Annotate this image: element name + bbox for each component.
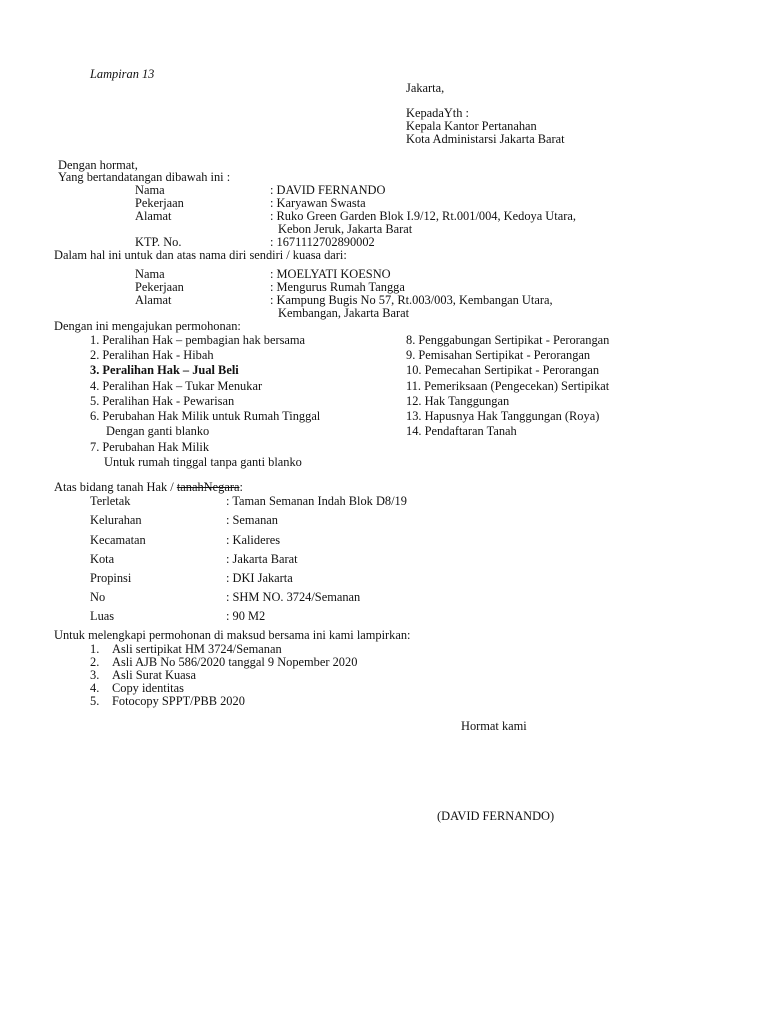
applicant-ktp-value: : 1671112702890002 bbox=[270, 235, 375, 249]
intro-text: Yang bertandatangan dibawah ini : bbox=[58, 170, 231, 184]
principal-address-value-2: Kembangan, Jakarta Barat bbox=[278, 306, 410, 320]
attachment-item: Asli Surat Kuasa bbox=[112, 668, 196, 682]
land-label-province: Propinsi bbox=[90, 571, 132, 585]
attachment-num: 5. bbox=[90, 694, 100, 708]
land-value-area: : 90 M2 bbox=[226, 609, 266, 623]
attachment-item: Asli sertipikat HM 3724/Semanan bbox=[112, 642, 282, 656]
principal-name-value: : MOELYATI KOESNO bbox=[270, 267, 391, 281]
greeting: Dengan hormat, bbox=[58, 158, 138, 172]
request-item: 5. Peralihan Hak - Pewarisan bbox=[90, 394, 235, 408]
land-label-number: No bbox=[90, 590, 106, 604]
attachment-num: 1. bbox=[90, 642, 100, 656]
place-date: Jakarta, bbox=[406, 81, 445, 95]
attachment-label: Lampiran 13 bbox=[90, 67, 155, 81]
land-label-city: Kota bbox=[90, 552, 115, 566]
request-item: 2. Peralihan Hak - Hibah bbox=[90, 348, 214, 362]
applicant-address-label: Alamat bbox=[135, 209, 172, 223]
request-item: 9. Pemisahan Sertipikat - Perorangan bbox=[406, 348, 591, 362]
land-value-province: : DKI Jakarta bbox=[226, 571, 293, 585]
principal-address-value-1: : Kampung Bugis No 57, Rt.003/003, Kembangan Utara, bbox=[270, 293, 553, 307]
land-intro-colon: : bbox=[239, 480, 243, 494]
land-value-village: : Semanan bbox=[226, 513, 278, 527]
applicant-name-label: Nama bbox=[135, 183, 165, 197]
on-behalf-text: Dalam hal ini untuk dan atas nama diri sendiri / kuasa dari: bbox=[54, 248, 347, 262]
recipient-label: KepadaYth : bbox=[406, 106, 469, 120]
land-label-village: Kelurahan bbox=[90, 513, 142, 527]
recipient-line-2: Kota Administarsi Jakarta Barat bbox=[406, 132, 565, 146]
request-item: 13. Hapusnya Hak Tanggungan (Roya) bbox=[406, 409, 600, 423]
principal-name-label: Nama bbox=[135, 267, 165, 281]
land-value-location: : Taman Semanan Indah Blok D8/19 bbox=[226, 494, 407, 508]
request-item: 11. Pemeriksaan (Pengecekan) Sertipikat bbox=[406, 379, 610, 393]
land-label-location: Terletak bbox=[90, 494, 131, 508]
request-intro: Dengan ini mengajukan permohonan: bbox=[54, 319, 241, 333]
closing: Hormat kami bbox=[461, 719, 527, 733]
land-intro-text: Atas bidang tanah Hak / bbox=[54, 480, 177, 494]
land-label-district: Kecamatan bbox=[90, 533, 146, 547]
attachment-num: 2. bbox=[90, 655, 100, 669]
request-item: 6. Perubahan Hak Milik untuk Rumah Tinggal bbox=[90, 409, 321, 423]
request-item: 10. Pemecahan Sertipikat - Perorangan bbox=[406, 363, 600, 377]
request-item: 12. Hak Tanggungan bbox=[406, 394, 510, 408]
request-item-note: Dengan ganti blanko bbox=[106, 424, 210, 438]
principal-job-label: Pekerjaan bbox=[135, 280, 184, 294]
attachment-num: 4. bbox=[90, 681, 100, 695]
applicant-job-value: : Karyawan Swasta bbox=[270, 196, 366, 210]
request-item: 4. Peralihan Hak – Tukar Menukar bbox=[90, 379, 263, 393]
request-item: 7. Perubahan Hak Milik bbox=[90, 440, 210, 454]
land-value-city: : Jakarta Barat bbox=[226, 552, 298, 566]
principal-address-label: Alamat bbox=[135, 293, 172, 307]
land-label-area: Luas bbox=[90, 609, 115, 623]
request-item: 1. Peralihan Hak – pembagian hak bersama bbox=[90, 333, 306, 347]
request-item-selected: 3. Peralihan Hak – Jual Beli bbox=[90, 363, 239, 377]
attachment-item: Copy identitas bbox=[112, 681, 184, 695]
attachments-intro: Untuk melengkapi permohonan di maksud bersama ini kami lampirkan: bbox=[54, 628, 411, 642]
request-item: 8. Penggabungan Sertipikat - Perorangan bbox=[406, 333, 610, 347]
signature-name: (DAVID FERNANDO) bbox=[437, 809, 555, 823]
recipient-line-1: Kepala Kantor Pertanahan bbox=[406, 119, 537, 133]
land-value-district: : Kalideres bbox=[226, 533, 281, 547]
applicant-job-label: Pekerjaan bbox=[135, 196, 184, 210]
applicant-name-value: : DAVID FERNANDO bbox=[270, 183, 386, 197]
attachment-item: Fotocopy SPPT/PBB 2020 bbox=[112, 694, 245, 708]
land-intro-struck: tanahNegara bbox=[176, 480, 240, 494]
land-intro bbox=[54, 481, 243, 493]
request-item: 14. Pendaftaran Tanah bbox=[406, 424, 517, 438]
request-item-note: Untuk rumah tinggal tanpa ganti blanko bbox=[104, 455, 302, 469]
applicant-address-value-2: Kebon Jeruk, Jakarta Barat bbox=[278, 222, 413, 236]
land-value-number: : SHM NO. 3724/Semanan bbox=[226, 590, 361, 604]
applicant-address-value-1: : Ruko Green Garden Blok I.9/12, Rt.001/004, Kedoya Utara, bbox=[270, 209, 576, 223]
attachment-num: 3. bbox=[90, 668, 100, 682]
principal-job-value: : Mengurus Rumah Tangga bbox=[270, 280, 405, 294]
attachment-item: Asli AJB No 586/2020 tanggal 9 Nopember 2020 bbox=[112, 655, 358, 669]
applicant-ktp-label: KTP. No. bbox=[135, 235, 182, 249]
